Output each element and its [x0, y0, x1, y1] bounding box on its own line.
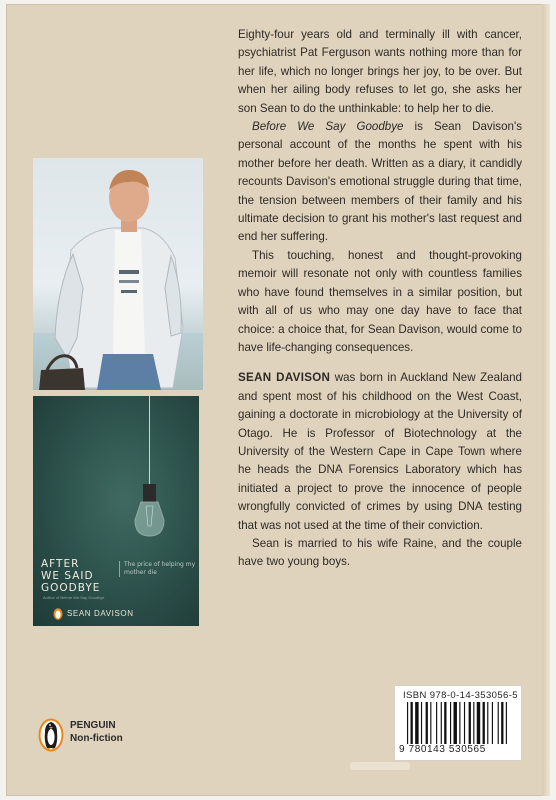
front-cover-thumbnail: [33, 396, 199, 626]
book-cover-subtitle: The price of helping my mother die: [119, 561, 198, 577]
publisher-name: PENGUIN: [70, 720, 116, 731]
worn-mark: [350, 762, 410, 770]
penguin-icon: [38, 718, 64, 752]
author-photo: [33, 158, 203, 390]
ean-number: 9 780143 530565: [399, 744, 486, 755]
author-name: SEAN DAVISON: [238, 371, 331, 385]
blurb-text: [238, 26, 522, 572]
author-bio: SEAN DAVISON was born in Auckland New Zealand and spent most of his childhood on the West Coast, gaining a doctorate in microbiology at the University of Otago. He is Professor of Biotechnology at the University of the Western Cape in Cape Town where he heads the DNA Forensics Laboratory which has initiated a project to prove the innocence of people wrongfully convicted of crimes by using DNA testing that was not used at the time of their conviction.: [238, 371, 522, 532]
book-title-italic: Before We Say Goodbye: [252, 120, 404, 134]
isbn-number: ISBN 978-0-14-353056-5: [403, 690, 518, 701]
barcode-icon: [407, 702, 511, 744]
barcode: [394, 685, 522, 761]
blurb-paragraph: Eighty-four years old and terminally ill with cancer, psychiatrist Pat Ferguson wants nothing more than for her life, which no longer brings her joy, to be over. But when her ailing body refuses to let go, she asks her son Sean to do the unthinkable: to help her to die.: [238, 28, 522, 115]
book-cover-tagline: Author of Before We Say Goodbye: [43, 595, 105, 600]
penguin-small-icon: [53, 608, 63, 620]
page-edge: [542, 4, 550, 796]
penguin-logo: [38, 718, 64, 757]
blurb-paragraph: Sean is married to his wife Raine, and the couple have two young boys.: [238, 536, 522, 569]
book-cover-author: SEAN DAVISON: [67, 609, 134, 618]
blurb-paragraph: This touching, honest and thought-provoking memoir will resonate not only with countless families who have found themselves in a similar position, but with all of us who may one day have to face that choice: a choice that, for Sean Davison, would come to have life-changing consequences.: [238, 248, 522, 354]
book-cover-title: AFTER WE SAID GOODBYE: [41, 558, 101, 594]
blurb-paragraph: Before We Say Goodbye is Sean Davison's personal account of the months he spent with his mother before her death. Written as a diary, it candidly recounts Davison's emotional struggle during that time, the tension between members of their family and his ultimate decision to grant his mother's last request and end her suffering.: [238, 120, 522, 244]
publisher-category: Non-fiction: [70, 733, 123, 744]
